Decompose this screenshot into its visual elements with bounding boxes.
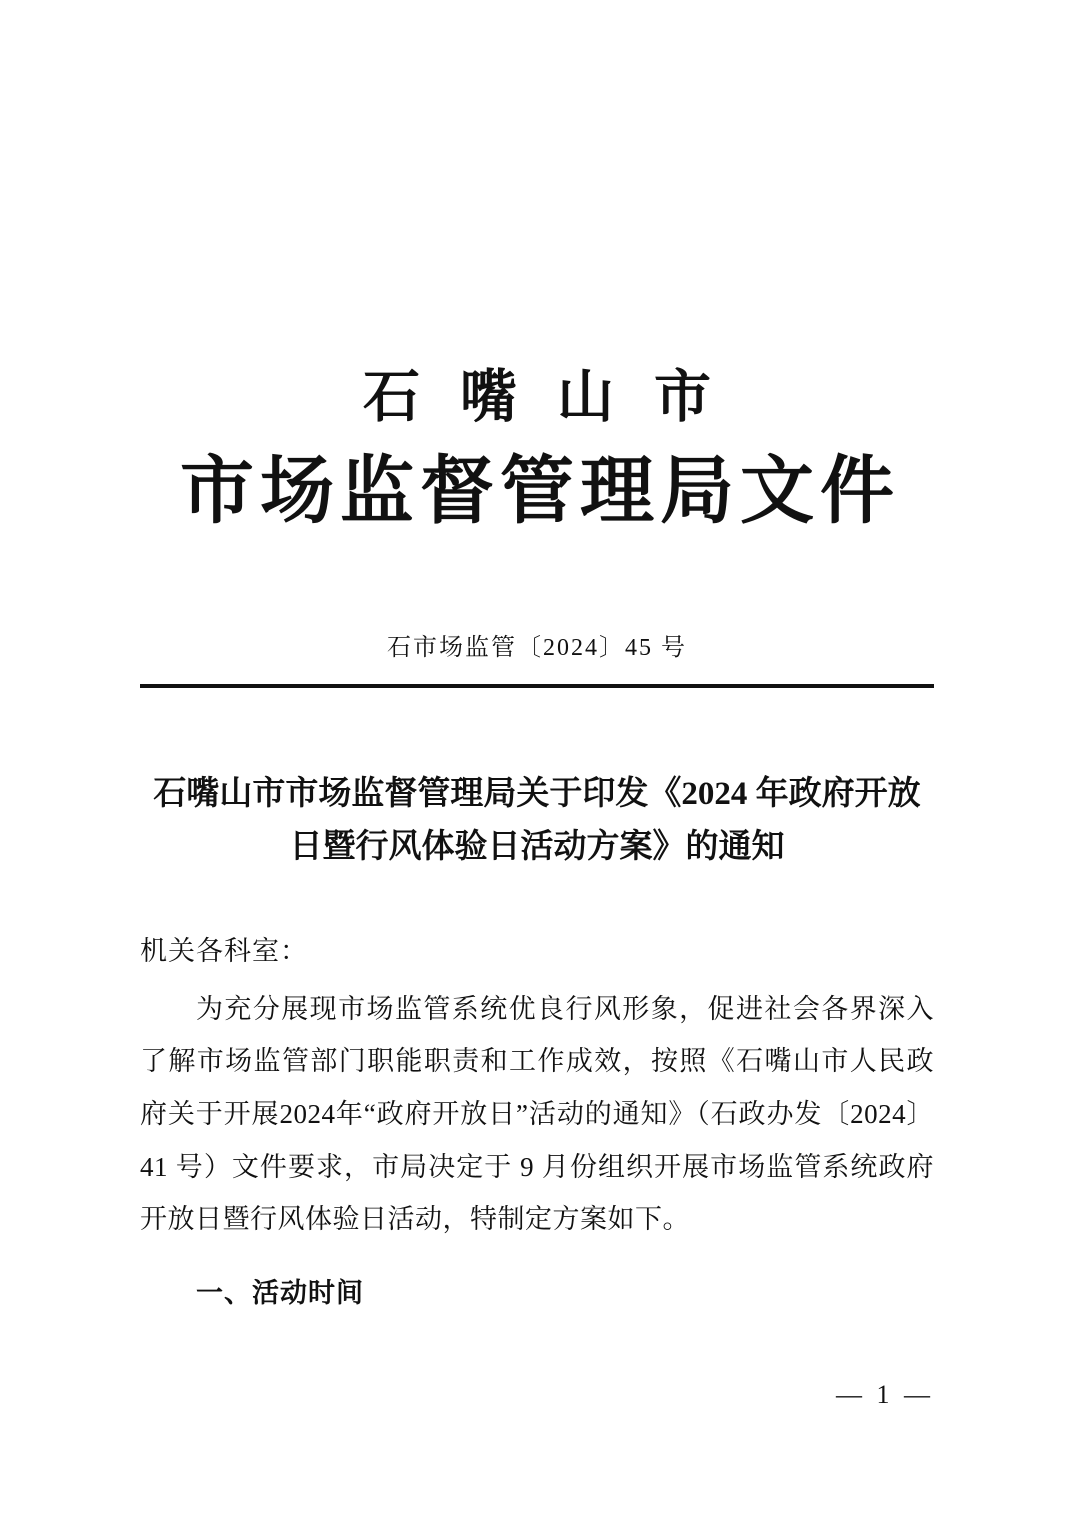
section-heading-activity-time: 一、活动时间: [196, 1278, 364, 1309]
masthead-city-name: 石嘴山市: [363, 366, 751, 429]
body-paragraph: 为充分展现市场监管系统优良行风形象，促进社会各界深入了解市场监管部门职能职责和工作成效，按照《石嘴山市人民政府关于开展2024年“政府开放日”活动的通知》（石政办发〔2024〕41 号）文件要求，市局决定于 9 月份组织开展市场监管系统政府开放日暨行风体验日活动，特制定方案如下。: [140, 993, 934, 1235]
document-number: 石市场监管〔2024〕45 号: [387, 634, 687, 661]
masthead: [140, 368, 934, 535]
page-number: — 1 —: [836, 1380, 934, 1409]
salutation: 机关各科室：: [140, 935, 308, 966]
masthead-department-name: 市场监督管理局文件: [180, 450, 900, 533]
page-title: 石嘴山市市场监督管理局关于印发《2024 年政府开放日暨行风体验日活动方案》的通知: [153, 775, 921, 865]
header-divider-rule: [140, 684, 934, 688]
